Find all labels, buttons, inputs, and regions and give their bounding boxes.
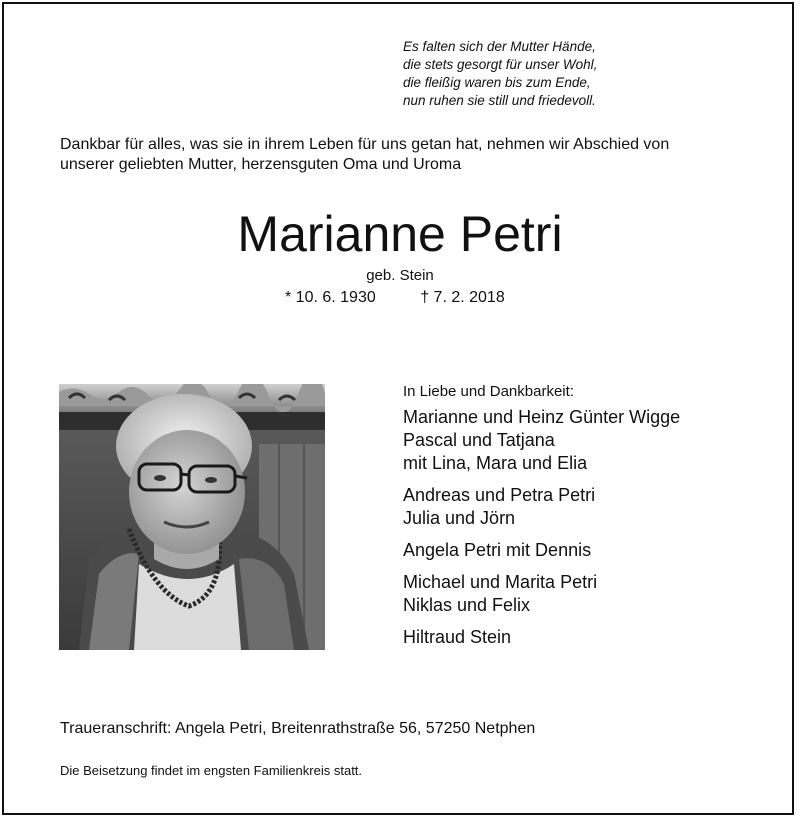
life-dates — [285, 287, 505, 309]
death-date: † 7. 2. 2018 — [420, 289, 505, 306]
intro-line: Dankbar für alles, was sie in ihrem Leben für uns getan hat, nehmen wir Abschied von — [60, 136, 670, 153]
mourner-line: Andreas und Petra Petri — [403, 485, 596, 505]
mourner-group — [403, 626, 680, 649]
mourner-group — [403, 406, 680, 475]
condolence-address: Traueranschrift: Angela Petri, Breitenrathstraße 56, 57250 Netphen — [60, 720, 536, 737]
mourner-group — [403, 571, 680, 617]
mourner-line: Hiltraud Stein — [403, 627, 512, 647]
burial-note: Die Beisetzung findet im engsten Familienkreis statt. — [60, 763, 363, 778]
mourner-group — [403, 539, 680, 562]
mourner-line: Pascal und Tatjana — [403, 430, 555, 450]
mourner-line: Marianne und Heinz Günter Wigge — [403, 407, 681, 427]
mourner-line: Niklas und Felix — [403, 595, 531, 615]
poem-line: Es falten sich der Mutter Hände, — [403, 39, 596, 54]
mourner-line: Angela Petri mit Dennis — [403, 540, 592, 560]
poem-line: nun ruhen sie still und friedevoll. — [403, 93, 596, 108]
birth-date: * 10. 6. 1930 — [285, 289, 376, 306]
mourner-line: Michael und Marita Petri — [403, 572, 598, 592]
intro-line: unserer geliebten Mutter, herzensguten Oma und Uroma — [60, 156, 462, 173]
poem-line: die fleißig waren bis zum Ende, — [403, 75, 591, 90]
mourner-group — [403, 484, 680, 530]
portrait-photo — [59, 384, 325, 650]
poem-line: die stets gesorgt für unser Wohl, — [403, 57, 598, 72]
mourners-heading: In Liebe und Dankbarkeit: — [403, 383, 574, 400]
intro-text — [60, 135, 760, 175]
deceased-name: Marianne Petri — [237, 206, 563, 262]
mourner-line: mit Lina, Mara und Elia — [403, 453, 588, 473]
poem — [403, 38, 597, 110]
maiden-name: geb. Stein — [366, 267, 434, 284]
mourners-list — [403, 381, 680, 658]
mourner-line: Julia und Jörn — [403, 508, 516, 528]
